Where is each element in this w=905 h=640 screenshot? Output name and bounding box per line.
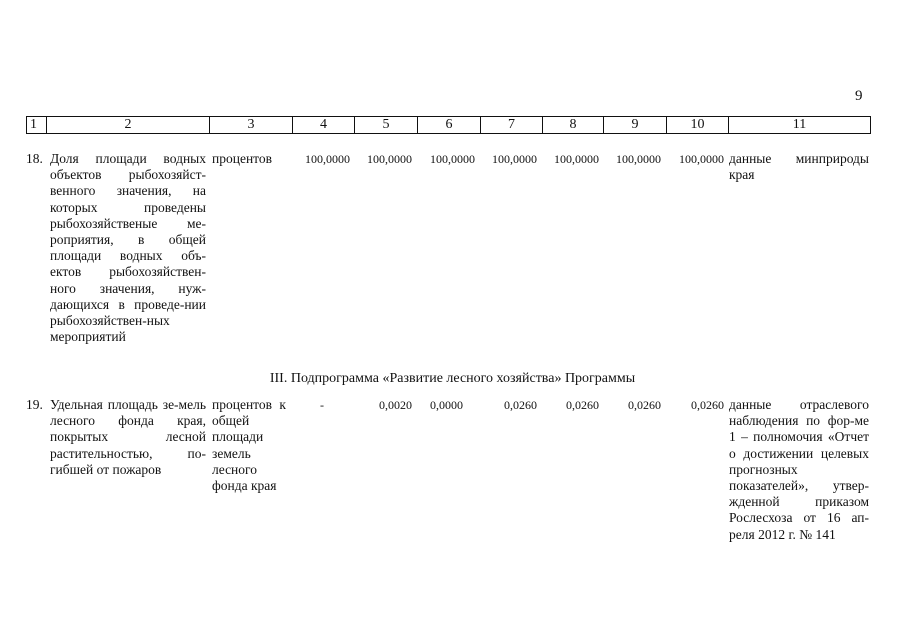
- column-header-4: 4: [293, 117, 355, 134]
- row-number: 18.: [26, 151, 43, 166]
- value-cell: 100,0000: [430, 152, 475, 166]
- column-header-3: 3: [210, 117, 293, 134]
- page-number: 9: [855, 88, 863, 104]
- column-header-10: 10: [667, 117, 729, 134]
- value-cell: 0,0020: [379, 398, 412, 412]
- indicator-text: Удельная площадь зе-мель лесного фонда края, покрытых лесной растительностью, по-гибшей от пожаров: [50, 397, 206, 477]
- row-number: 19.: [26, 397, 43, 412]
- value-cell: 100,0000: [616, 152, 661, 166]
- section-title: III. Подпрограмма «Развитие лесного хозяйства» Программы: [269, 371, 636, 386]
- column-header-2: 2: [47, 117, 210, 134]
- column-header-7: 7: [481, 117, 543, 134]
- value-cell: 100,0000: [492, 152, 537, 166]
- value-cell: 0,0260: [504, 398, 537, 412]
- value-cell: 0,0260: [691, 398, 724, 412]
- value-cell: 100,0000: [305, 152, 350, 166]
- value-cell: -: [320, 398, 324, 412]
- column-header-6: 6: [418, 117, 481, 134]
- indicator-text: Доля площади водных объектов рыбохозяйст-венного значения, на которых проведены рыбохозяйственые ме-роприятия, в общей площади водных объ-ектов рыбохозяйствен-ного значения, нуж-дающихся в проведе-нии рыбохозяйствен-ных мероприятий: [50, 151, 206, 345]
- column-header-5: 5: [355, 117, 418, 134]
- unit-text: процентов к общей площади земель лесного фонда края: [212, 397, 286, 494]
- value-cell: 100,0000: [367, 152, 412, 166]
- column-header-11: 11: [729, 117, 871, 134]
- value-cell: 100,0000: [679, 152, 724, 166]
- value-cell: 0,0000: [430, 398, 463, 412]
- value-cell: 0,0260: [566, 398, 599, 412]
- unit-text: процентов: [212, 151, 273, 166]
- value-cell: 0,0260: [628, 398, 661, 412]
- column-header-9: 9: [604, 117, 667, 134]
- source-text: данные минприроды края: [729, 151, 869, 183]
- value-cell: 100,0000: [554, 152, 599, 166]
- column-header-table: [26, 116, 871, 134]
- source-text: данные отраслевого наблюдения по фор-ме 1 – полномочия «Отчет о достижении целевых прогнозных показателей», утвер-жденной приказом Рослесхоза от 16 ап-реля 2012 г. № 141: [729, 397, 869, 542]
- column-header-8: 8: [543, 117, 604, 134]
- column-header-1: 1: [27, 117, 47, 134]
